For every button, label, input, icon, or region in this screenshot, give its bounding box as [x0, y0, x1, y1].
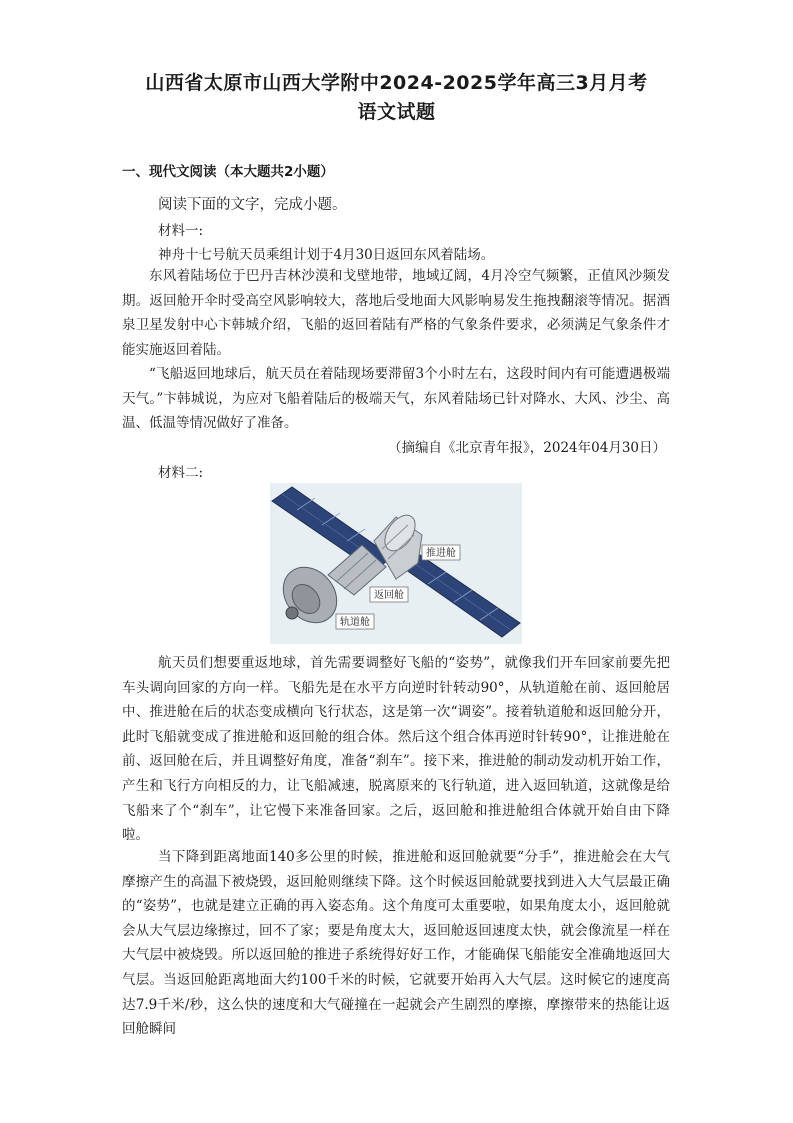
label-return-capsule	[370, 587, 408, 602]
page-title-line-1: 山西省太原市山西大学附中2024-2025学年高三3月月考	[145, 72, 648, 94]
material-2-label: 材料二:	[158, 465, 204, 481]
material-1-label: 材料一:	[158, 223, 204, 239]
svg-text:轨道舱: 轨道舱	[340, 617, 370, 628]
material-1-paragraph-2: 东风着陆场位于巴丹吉林沙漠和戈壁地带，地域辽阔，4月冷空气频繁，正值风沙频发期。返回舱开伞时受高空风影响较大，落地后受地面大风影响易发生拖拽翻滚等情况。据酒泉卫星发射中心卞韩城介绍，飞船的返回着陆有严格的气象条件要求，必须满足气象条件才能实施返回着陆。	[122, 268, 670, 358]
page-title-line-2: 语文试题	[357, 101, 436, 123]
material-1-paragraph-1: 神舟十七号航天员乘组计划于4月30日返回东风着陆场。	[158, 247, 495, 263]
material-1-paragraph-3: “飞船返回地球后，航天员在着陆现场要滞留3个小时左右，这段时间内有可能遭遇极端天气。”卞韩城说，为应对飞船着陆后的极端天气，东风着陆场已针对降水、大风、沙尘、高温、低温等情况做好了准备。	[122, 366, 670, 432]
material-2-paragraph-2: 当下降到距离地面140多公里的时候，推进舱和返回舱就要“分手”，推进舱会在大气摩擦产生的高温下被烧毁，返回舱则继续下降。这个时候返回舱就要找到进入大气层最正确的“姿势”，也就是建立正确的再入姿态角。这个角度可太重要啦，如果角度太小，返回舱就会从大气层边缘擦过，回不了家；要是角度太大，返回舱返回速度太快，就会像流星一样在大气层中被烧毁。所以返回舱的推进子系统得好好工作，才能确保飞船能安全准确地返回大气层。当返回舱距离地面大约100千米的时候，它就要开始再入大气层。这时候它的速度高达7.9千米/秒，这么快的速度和大气碰撞在一起就会产生剧烈的摩擦，摩擦带来的热能让返回舱瞬间	[122, 849, 670, 1038]
instruction-text: 阅读下面的文字，完成小题。	[158, 197, 347, 213]
svg-text:返回舱: 返回舱	[374, 590, 404, 601]
material-2-paragraph-1: 航天员们想要重返地球，首先需要调整好飞船的“姿势”，就像我们开车回家前要先把车头调向回家的方向一样。飞船先是在水平方向逆时针转动90°，从轨道舱在前、返回舱居中、推进舱在后的状态变成横向飞行状态，这是第一次“调姿”。接着轨道舱和返回舱分开，此时飞船就变成了推进舱和返回舱的组合体。然后这个组合体再逆时针转90°，让推进舱在前、返回舱在后，并且调整好角度，准备“刹车”。接下来，推进舱的制动发动机开始工作，产生和飞行方向相反的力，让飞船减速，脱离原来的飞行轨道，进入返回轨道，这就像是给飞船来了个“刹车”，让它慢下来准备回家。之后，返回舱和推进舱组合体就开始自由下降啦。	[122, 655, 670, 844]
label-orbital-module	[336, 614, 374, 629]
section-heading: 一、现代文阅读（本大题共2小题）	[122, 164, 334, 180]
spacecraft-diagram	[270, 483, 522, 644]
svg-text:推进舱: 推进舱	[426, 548, 456, 559]
material-1-source: （摘编自《北京青年报》，2024年04月30日）	[388, 440, 666, 456]
label-propulsion-module	[422, 545, 460, 560]
